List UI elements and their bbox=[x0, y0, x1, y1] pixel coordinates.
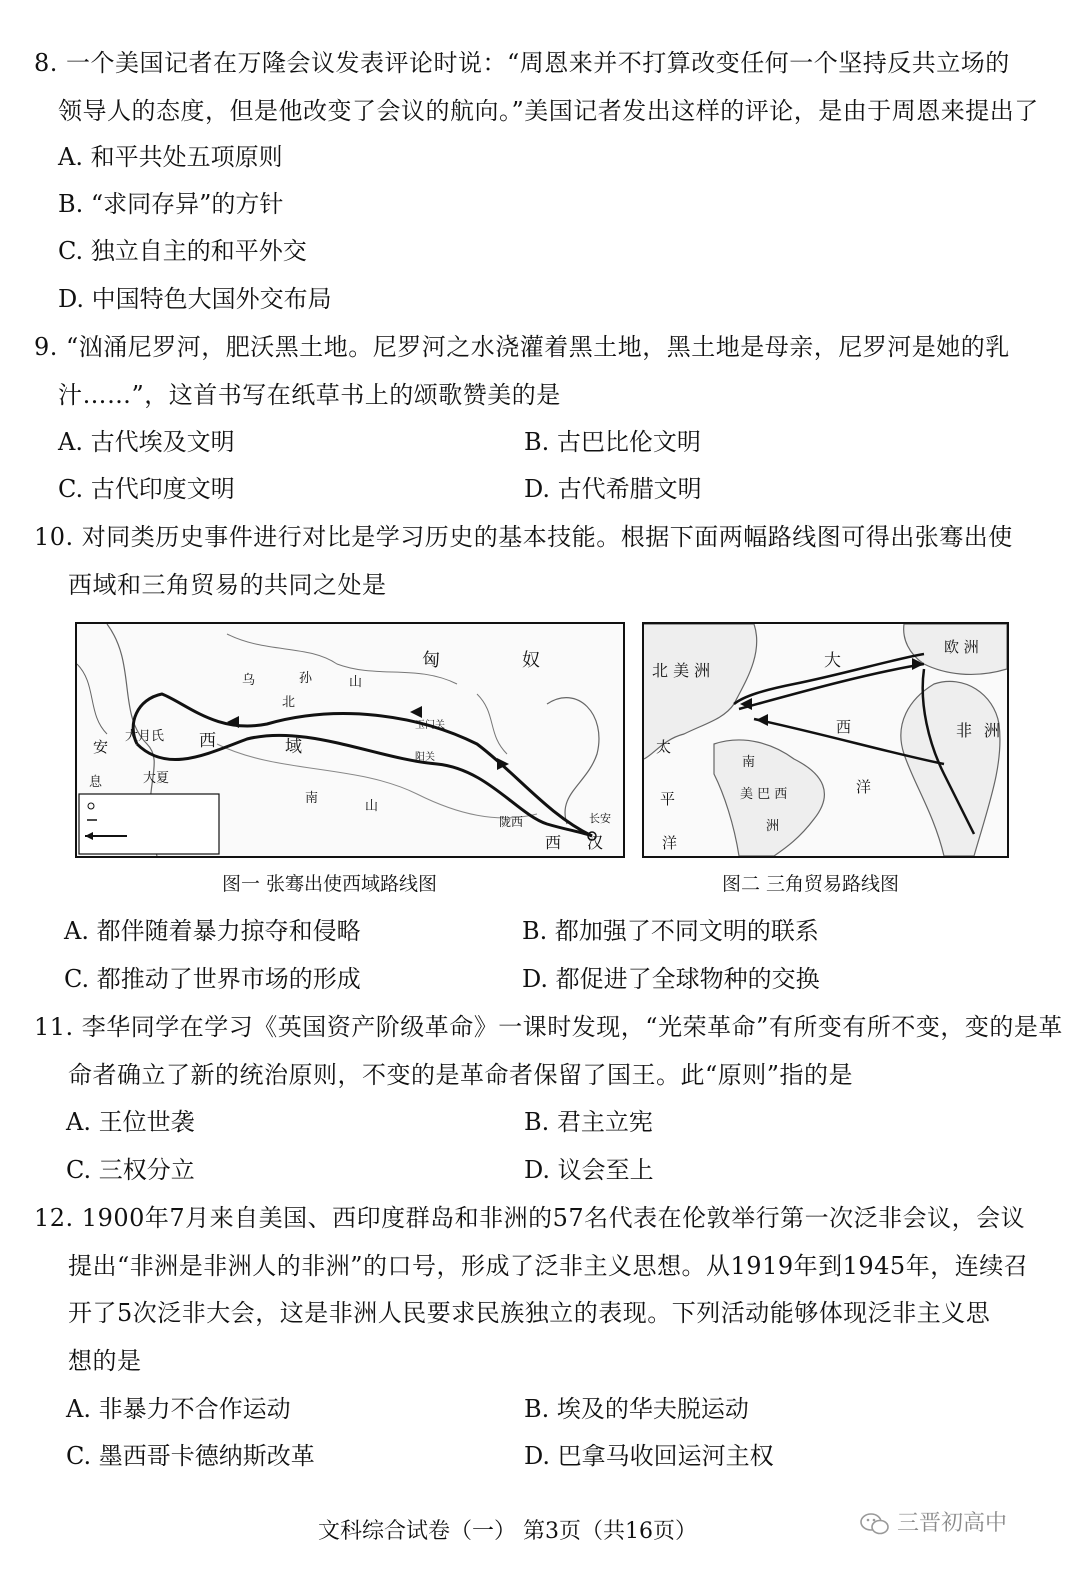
q11-option-d: D. 议会至上 bbox=[524, 1156, 654, 1184]
q10-option-d: D. 都促进了全球物种的交换 bbox=[522, 965, 820, 993]
q10-option-a: A. 都伴随着暴力掠夺和侵略 bbox=[64, 917, 361, 945]
q12-stem-line3: 开了5次泛非大会，这是非洲人民要求民族独立的表现。下列活动能够体现泛非主义思 bbox=[68, 1299, 991, 1327]
map1-label-longxi: 陇西 bbox=[499, 815, 524, 829]
map1-label-yumenguan: 玉门关 bbox=[415, 720, 445, 731]
map1-label-daxia: 大夏 bbox=[143, 771, 170, 786]
q9-option-d: D. 古代希腊文明 bbox=[524, 475, 702, 503]
q11-stem-line1: 11. 李华同学在学习《英国资产阶级革命》一课时发现，“光荣革命”有所变有所不变，变的是革 bbox=[34, 1013, 1063, 1041]
q8-option-c: C. 独立自主的和平外交 bbox=[58, 237, 307, 265]
map1-label-bei: 北 bbox=[282, 695, 296, 710]
q10-stem-line1: 10. 对同类历史事件进行对比是学习历史的基本技能。根据下面两幅路线图可得出张骞出使 bbox=[34, 523, 1013, 551]
map2-label-xi: 西 bbox=[836, 718, 852, 736]
q12-stem-line4: 想的是 bbox=[68, 1347, 142, 1375]
map1-label-xi2: 息 bbox=[89, 775, 103, 790]
map2-label-tai: 太 bbox=[656, 738, 672, 756]
map1-label-wu: 乌 bbox=[242, 673, 256, 688]
q12-option-d: D. 巴拿马收回运河主权 bbox=[524, 1442, 774, 1470]
q11-option-a: A. 王位世袭 bbox=[66, 1108, 195, 1136]
map2-label-fei: 非 bbox=[956, 721, 973, 740]
map1-label-xihan-2: 汉 bbox=[587, 833, 604, 852]
q9-option-a: A. 古代埃及文明 bbox=[58, 428, 235, 456]
q12-option-b: B. 埃及的华夫脱运动 bbox=[524, 1395, 749, 1423]
q8-option-a: A. 和平共处五项原则 bbox=[58, 143, 283, 171]
map1-label-xiongnu-2: 奴 bbox=[522, 650, 540, 671]
map1-label-dayuezhi: 大月氏 bbox=[125, 729, 165, 744]
q10-stem-line2: 西域和三角贸易的共同之处是 bbox=[68, 571, 387, 599]
q11-stem-line2: 命者确立了新的统治原则，不变的是革命者保留了国王。此“原则”指的是 bbox=[68, 1061, 854, 1089]
q11-option-b: B. 君主立宪 bbox=[524, 1108, 653, 1136]
map2-label-zhou: 洲 bbox=[984, 721, 1001, 740]
map1-label-yu: 域 bbox=[285, 737, 302, 757]
map1-label-an: 安 bbox=[93, 738, 109, 756]
watermark bbox=[860, 1506, 1007, 1537]
q9-stem-line1: 9. “汹涌尼罗河，肥沃黑土地。尼罗河之水浇灌着黑土地，黑土地是母亲，尼罗河是她的乳 bbox=[34, 333, 1010, 361]
q10-option-c: C. 都推动了世界市场的形成 bbox=[64, 965, 361, 993]
map2-label-ping: 平 bbox=[660, 790, 676, 808]
q12-stem-line2: 提出“非洲是非洲人的非洲”的口号，形成了泛非主义思想。从1919年到1945年，连续召 bbox=[68, 1252, 1029, 1280]
q8-option-d: D. 中国特色大国外交布局 bbox=[58, 285, 332, 313]
q12-option-c: C. 墨西哥卡德纳斯改革 bbox=[66, 1442, 315, 1470]
map1-label-shan-2: 山 bbox=[365, 799, 379, 814]
zhangqian-route-map bbox=[75, 622, 625, 858]
map1-label-xi: 西 bbox=[199, 731, 216, 751]
map1-label-sun: 孙 bbox=[299, 671, 313, 686]
watermark-text: 三晋初高中 bbox=[897, 1511, 1008, 1536]
q9-option-c: C. 古代印度文明 bbox=[58, 475, 235, 503]
map1-label-nan: 南 bbox=[305, 791, 319, 806]
map2-label-brazil: 美 巴 西 bbox=[740, 787, 788, 802]
q9-stem-line2: 汁……”，这首书写在纸草书上的颂歌赞美的是 bbox=[58, 381, 561, 409]
map1-caption: 图一 张骞出使西域路线图 bbox=[222, 873, 438, 895]
map1-label-shan-1: 山 bbox=[349, 675, 363, 690]
map2-label-yang2: 洋 bbox=[662, 834, 678, 852]
q8-stem-line1: 8. 一个美国记者在万隆会议发表评论时说：“周恩来并不打算改变任何一个坚持反共立场的 bbox=[34, 49, 1010, 77]
page-footer: 文科综合试卷（一） 第3页（共16页） bbox=[318, 1519, 697, 1544]
triangle-trade-route-map bbox=[642, 622, 1009, 858]
q11-option-c: C. 三权分立 bbox=[66, 1156, 195, 1184]
q10-option-b: B. 都加强了不同文明的联系 bbox=[522, 917, 819, 945]
q8-stem-line2: 领导人的态度，但是他改变了会议的航向。”美国记者发出这样的评论，是由于周恩来提出了 bbox=[58, 97, 1039, 125]
q8-option-b: B. “求同存异”的方针 bbox=[58, 190, 284, 218]
map2-label-zhou2: 洲 bbox=[766, 819, 780, 834]
map1-label-yangguan: 阳关 bbox=[415, 752, 435, 763]
map1-label-xiongnu-1: 匈 bbox=[422, 650, 440, 671]
map2-label-yang: 洋 bbox=[856, 778, 872, 796]
map2-label-north-america: 北 美 洲 bbox=[652, 661, 711, 680]
q12-stem-line1: 12. 1900年7月来自美国、西印度群岛和非洲的57名代表在伦敦举行第一次泛非会议，会议 bbox=[34, 1204, 1026, 1232]
map1-label-changan: 长安 bbox=[589, 812, 611, 825]
map2-label-nan: 南 bbox=[742, 755, 756, 770]
q12-option-a: A. 非暴力不合作运动 bbox=[66, 1395, 291, 1423]
map1-label-xihan-1: 西 bbox=[545, 833, 562, 852]
map2-label-europe: 欧 洲 bbox=[944, 638, 979, 656]
map2-label-da: 大 bbox=[824, 651, 841, 671]
q9-option-b: B. 古巴比伦文明 bbox=[524, 428, 701, 456]
map2-caption: 图二 三角贸易路线图 bbox=[722, 873, 900, 895]
wechat-icon bbox=[860, 1511, 890, 1537]
